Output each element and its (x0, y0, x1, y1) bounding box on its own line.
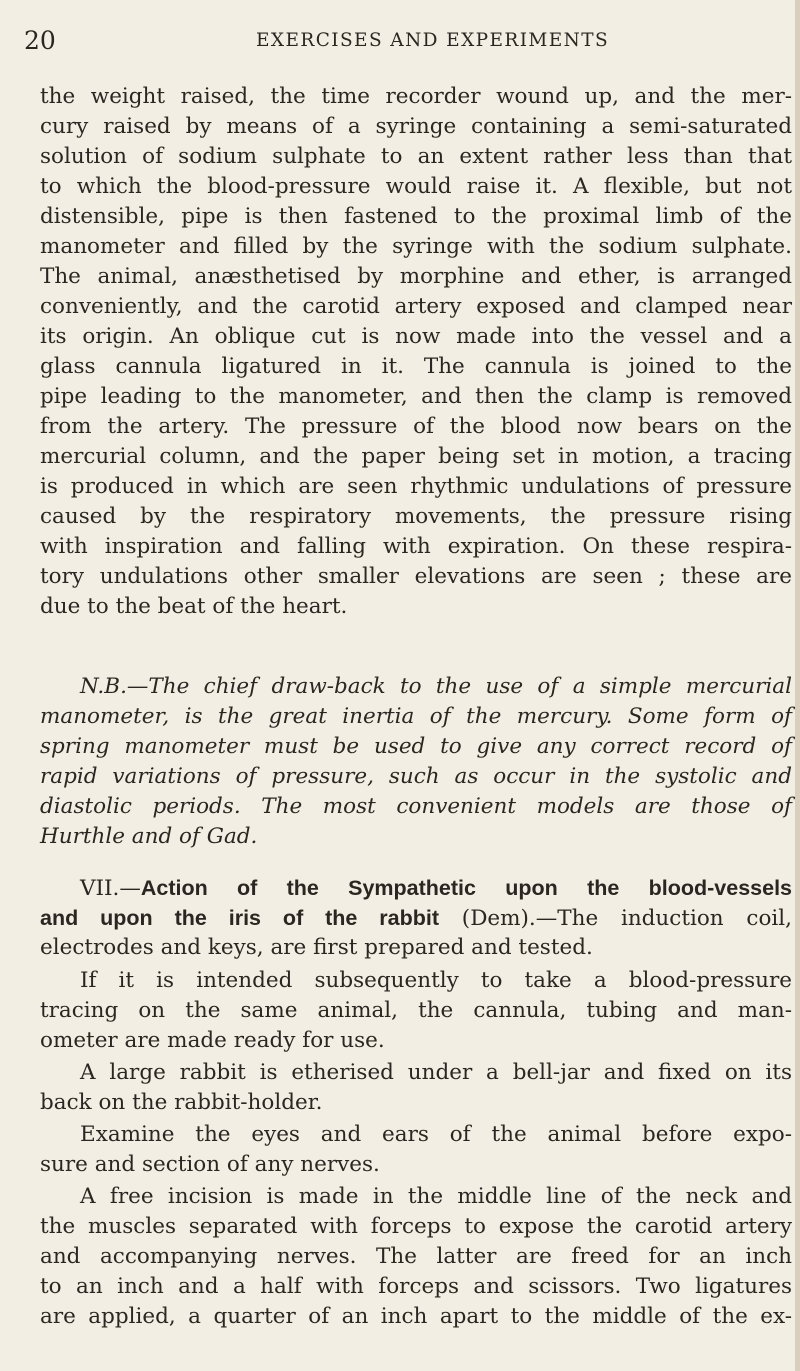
section-heading (80, 873, 792, 904)
note-line: rapid variations of pressure, such as occur in the systolic and (40, 764, 792, 789)
note-line: Hurthle and of Gad. (40, 824, 258, 849)
note-line: N.B.—The chief draw-back to the use of a simple mercurial (80, 674, 792, 699)
section-title-cont: and upon the iris of the rabbit (40, 906, 440, 930)
page-header (24, 26, 794, 66)
text-line: are applied, a quarter of an inch apart to the middle of the ex- (40, 1304, 792, 1329)
text-line: the weight raised, the time recorder wound up, and the mer- (40, 84, 792, 109)
text-line: is produced in which are seen rhythmic undulations of pressure (40, 474, 792, 499)
text-line: solution of sodium sulphate to an extent rather less than that (40, 144, 792, 169)
text-line: Examine the eyes and ears of the animal before expo- (80, 1122, 792, 1147)
text-line: tory undulations other smaller elevations are seen ; these are (40, 564, 792, 589)
text-line: pipe leading to the manometer, and then the clamp is removed (40, 384, 792, 409)
section-intro: (Dem).—The induction coil, (439, 906, 792, 931)
text-line: from the artery. The pressure of the blood now bears on the (40, 414, 792, 439)
text-line: its origin. An oblique cut is now made into the vessel and a (40, 324, 792, 349)
text-line: A free incision is made in the middle line of the neck and (80, 1184, 792, 1209)
text-line: A large rabbit is etherised under a bell-jar and fixed on its (80, 1060, 792, 1085)
text-line: electrodes and keys, are first prepared and tested. (40, 935, 593, 960)
text-line: ometer are made ready for use. (40, 1028, 385, 1053)
text-line: conveniently, and the carotid artery exposed and clamped near (40, 294, 792, 319)
text-line: mercurial column, and the paper being set in motion, a tracing (40, 444, 792, 469)
note-line: spring manometer must be used to give any correct record of (40, 734, 792, 759)
text-line: and accompanying nerves. The latter are freed for an inch (40, 1244, 792, 1269)
text-line: back on the rabbit-holder. (40, 1090, 323, 1115)
text-line: to which the blood-pressure would raise it. A flexible, but not (40, 174, 792, 199)
section-number: VII.— (80, 876, 141, 901)
running-head: EXERCISES AND EXPERIMENTS (256, 30, 610, 51)
page-number: 20 (24, 26, 56, 55)
text-line: manometer and filled by the syringe with the sodium sulphate. (40, 234, 792, 259)
text-line: the muscles separated with forceps to expose the carotid artery (40, 1214, 792, 1239)
note-line: diastolic periods. The most convenient models are those of (40, 794, 792, 819)
text-line: If it is intended subsequently to take a blood-pressure (80, 968, 792, 993)
text-line: to an inch and a half with forceps and scissors. Two ligatures (40, 1274, 792, 1299)
text-line: glass cannula ligatured in it. The cannula is joined to the (40, 354, 792, 379)
text-line: sure and section of any nerves. (40, 1152, 380, 1177)
text-line: tracing on the same animal, the cannula, tubing and man- (40, 998, 792, 1023)
text-line: The animal, anæsthetised by morphine and ether, is arranged (40, 264, 792, 289)
page-edge (795, 0, 800, 1371)
text-line: caused by the respiratory movements, the pressure rising (40, 504, 792, 529)
text-line: with inspiration and falling with expiration. On these respira- (40, 534, 792, 559)
note-line: manometer, is the great inertia of the mercury. Some form of (40, 704, 792, 729)
section-heading-cont (40, 903, 792, 934)
section-title: Action of the Sympathetic upon the blood-vessels (140, 876, 792, 900)
text-line: cury raised by means of a syringe containing a semi-saturated (40, 114, 792, 139)
text-line: due to the beat of the heart. (40, 594, 348, 619)
text-line: distensible, pipe is then fastened to the proximal limb of the (40, 204, 792, 229)
